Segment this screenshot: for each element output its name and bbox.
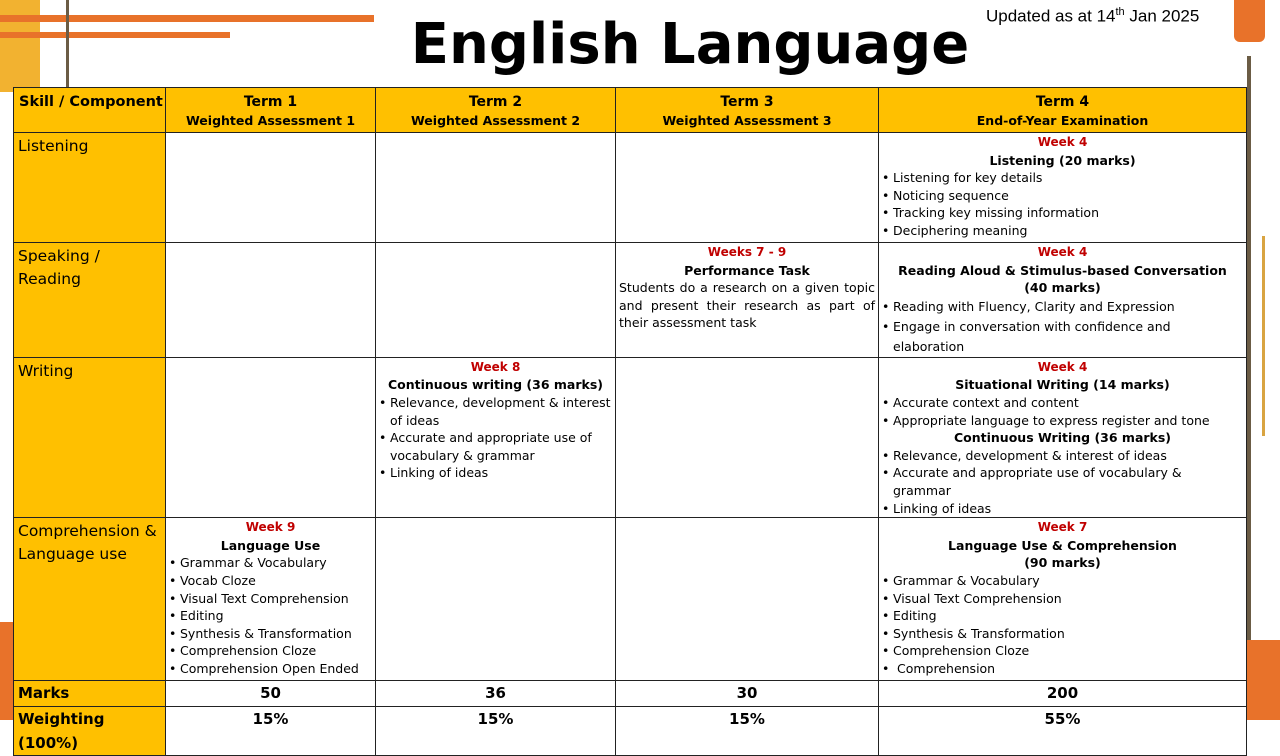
assessment-label: Weighted Assessment 2 <box>410 113 581 128</box>
row-comprehension <box>14 518 1247 681</box>
weighting-t4: 55% <box>879 707 1247 756</box>
list-item: • Deciphering meaning <box>882 222 1243 240</box>
component-title: Situational Writing (14 marks) <box>955 377 1170 393</box>
criteria-list <box>882 297 1243 357</box>
list-item: • Reading with Fluency, Clarity and Expression <box>882 297 1243 317</box>
header-term-4 <box>879 88 1247 133</box>
deco-gold-line-right <box>1262 236 1265 436</box>
list-item: • Listening for key details <box>882 169 1243 187</box>
criteria-list <box>882 169 1243 239</box>
cell-comprehension-t3 <box>616 518 879 681</box>
updated-date <box>986 6 1199 27</box>
marks-t2: 36 <box>376 681 616 707</box>
list-item: • Accurate and appropriate use of vocabulary & grammar <box>379 429 612 464</box>
updated-prefix: Updated as at 14 <box>986 6 1116 26</box>
term-label: Term 1 <box>243 94 298 110</box>
list-item: • Linking of ideas <box>882 500 1243 518</box>
list-item: • Tracking key missing information <box>882 204 1243 222</box>
component-title: Language Use <box>220 537 321 553</box>
criteria-list <box>169 554 372 677</box>
row-writing <box>14 357 1247 517</box>
cell-listening-t1 <box>166 133 376 243</box>
list-item: • Accurate context and content <box>882 394 1243 412</box>
cell-speaking-t4 <box>879 243 1247 358</box>
component-title: Language Use & Comprehension <box>948 537 1177 553</box>
skill-listening: Listening <box>14 133 166 243</box>
term-label: Term 2 <box>468 94 523 110</box>
criteria-list <box>882 572 1243 678</box>
list-item: • Comprehension Open Ended <box>169 660 372 678</box>
component-title: Reading Aloud & Stimulus-based Conversation <box>898 262 1227 278</box>
assessment-label: Weighted Assessment 3 <box>662 113 832 128</box>
skill-writing: Writing <box>14 357 166 517</box>
term-label: Term 3 <box>720 94 774 110</box>
marks-t4: 200 <box>879 681 1247 707</box>
cell-speaking-t2 <box>376 243 616 358</box>
assessment-label: Weighted Assessment 1 <box>185 113 356 128</box>
list-item: • Comprehension <box>882 660 1243 678</box>
skill-line: Reading <box>18 270 81 288</box>
cell-comprehension-t2 <box>376 518 616 681</box>
week-label: Week 9 <box>245 520 296 535</box>
list-item: • Comprehension Cloze <box>169 642 372 660</box>
list-item: • Relevance, development & interest of ideas <box>882 447 1243 465</box>
component-marks: (40 marks) <box>1024 280 1101 296</box>
list-item: • Synthesis & Transformation <box>882 625 1243 643</box>
updated-superscript: th <box>1115 6 1125 18</box>
deco-gold-block <box>0 0 40 92</box>
weighting-t3: 15% <box>616 707 879 756</box>
deco-orange-bar-mid <box>0 32 230 38</box>
deco-olive-line-right <box>1247 56 1251 646</box>
marks-t3: 30 <box>616 681 879 707</box>
cell-writing-t1 <box>166 357 376 517</box>
week-label: Week 4 <box>1037 135 1088 149</box>
term-label: Term 4 <box>1035 94 1090 110</box>
week-label: Week 4 <box>1037 359 1088 374</box>
list-item: • Grammar & Vocabulary <box>169 554 372 572</box>
component-title: Continuous Writing (36 marks) <box>953 430 1172 446</box>
assessment-table <box>13 87 1247 756</box>
row-listening <box>14 133 1247 243</box>
component-title: Performance Task <box>684 262 810 278</box>
marks-t1: 50 <box>166 681 376 707</box>
list-item: • Relevance, development & interest of ideas <box>379 394 612 429</box>
skill-comprehension <box>14 518 166 681</box>
list-item: • Noticing sequence <box>882 187 1243 205</box>
week-label: Week 8 <box>470 359 521 374</box>
list-item: • Synthesis & Transformation <box>169 625 372 643</box>
list-item: • Editing <box>169 607 372 625</box>
deco-orange-bar-top <box>0 15 374 22</box>
criteria-list <box>882 394 1243 429</box>
cell-listening-t2 <box>376 133 616 243</box>
cell-writing-t4 <box>879 357 1247 517</box>
skill-line: Language use <box>18 545 127 564</box>
list-item: • Visual Text Comprehension <box>169 590 372 608</box>
header-term-3 <box>616 88 879 133</box>
week-label: Week 4 <box>1037 245 1088 259</box>
page-title: English Language <box>410 12 970 77</box>
header-row <box>14 88 1247 133</box>
component-title: Continuous writing (36 marks) <box>387 377 603 393</box>
deco-orange-tab <box>1234 0 1265 42</box>
cell-speaking-t1 <box>166 243 376 358</box>
deco-olive-stripe <box>66 0 69 92</box>
header-skill: Skill / Component <box>14 88 166 133</box>
cell-speaking-t3 <box>616 243 879 358</box>
cell-listening-t3 <box>616 133 879 243</box>
list-item: • Accurate and appropriate use of vocabulary & grammar <box>882 464 1243 499</box>
skill-speaking-reading <box>14 243 166 358</box>
assessment-label: End-of-Year Examination <box>976 113 1149 128</box>
list-item: • Linking of ideas <box>379 464 612 482</box>
header-term-2 <box>376 88 616 133</box>
cell-writing-t3 <box>616 357 879 517</box>
weighting-t1: 15% <box>166 707 376 756</box>
marks-label: Marks <box>14 681 166 707</box>
cell-writing-t2 <box>376 357 616 517</box>
week-label: Weeks 7 - 9 <box>707 245 787 259</box>
list-item: • Vocab Cloze <box>169 572 372 590</box>
weighting-t2: 15% <box>376 707 616 756</box>
skill-line: Comprehension & <box>18 522 157 541</box>
updated-suffix: Jan 2025 <box>1124 6 1200 26</box>
list-item: • Grammar & Vocabulary <box>882 572 1243 590</box>
row-weighting <box>14 707 1247 756</box>
list-item: • Comprehension Cloze <box>882 642 1243 660</box>
component-title: Listening (20 marks) <box>989 152 1136 168</box>
component-marks: (90 marks) <box>1024 555 1101 571</box>
list-item: • Visual Text Comprehension <box>882 590 1243 608</box>
list-item: • Engage in conversation with confidence and elaboration <box>882 317 1243 357</box>
list-item: • Editing <box>882 607 1243 625</box>
criteria-list <box>379 394 612 482</box>
header-term-1 <box>166 88 376 133</box>
list-item: • Appropriate language to express register and tone <box>882 412 1243 430</box>
cell-listening-t4 <box>879 133 1247 243</box>
weighting-label: Weighting (100%) <box>14 707 166 756</box>
row-marks <box>14 681 1247 707</box>
cell-comprehension-t4 <box>879 518 1247 681</box>
row-speaking-reading <box>14 243 1247 358</box>
cell-comprehension-t1 <box>166 518 376 681</box>
task-description: Students do a research on a given topic and present their research as part of their assessment task <box>619 280 875 331</box>
skill-line: Speaking / <box>18 247 100 265</box>
criteria-list <box>882 447 1243 517</box>
week-label: Week 7 <box>1037 520 1088 535</box>
